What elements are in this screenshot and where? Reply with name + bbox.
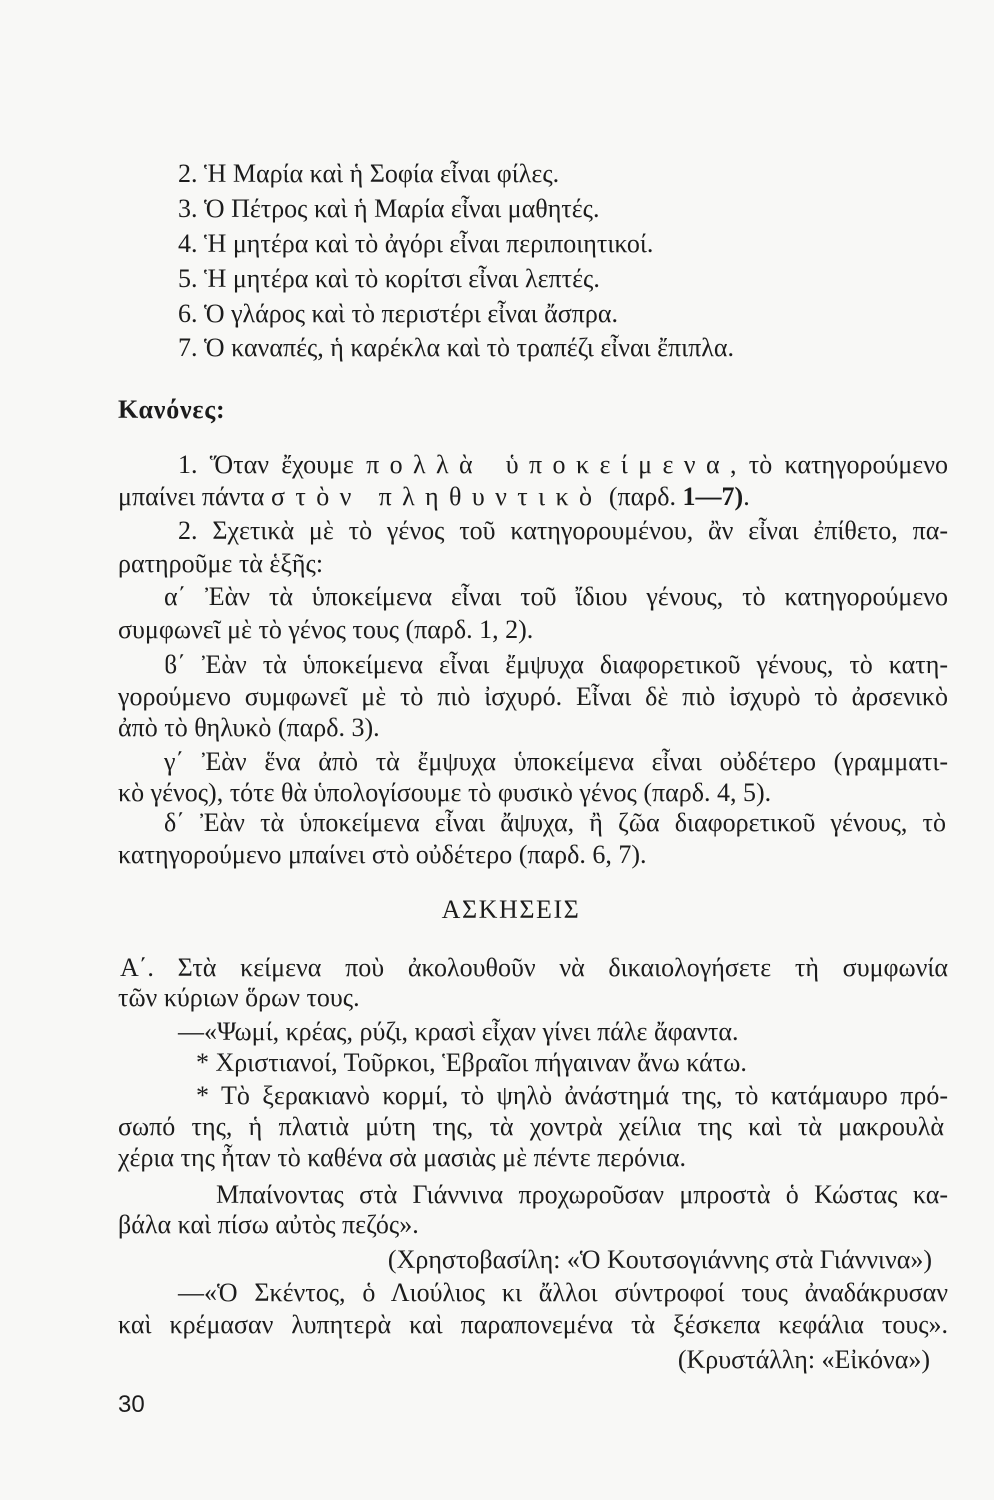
excerpt-1-line-1: —«Ψωμί, κρέας, ρύζι, κρασὶ εἶχαν γίνει πάλε ἄφαντα. [178, 1017, 739, 1046]
exercises-heading: ΑΣΚΗΣΕΙΣ [441, 895, 581, 924]
subrule-a-line-1: α΄ Ἐὰν τὰ ὑποκείμενα εἶναι τοῦ ἴδιου γένους, τὸ κατηγορούμενο [164, 582, 948, 611]
rule-1-line-2-end: . [743, 482, 750, 511]
rule-2-line-1: 2. Σχετικὰ μὲ τὸ γένος τοῦ κατηγορουμένου, ἂν εἶναι ἐπίθετο, πα- [178, 516, 948, 545]
example-sentence-3: 3. Ὁ Πέτρος καὶ ἡ Μαρία εἶναι μαθητές. [178, 194, 600, 223]
excerpt-1-line-3: * Τὸ ξερακιανὸ κορμί, τὸ ψηλὸ ἀνάστημά της, τὸ κατάμαυρο πρό- [196, 1081, 948, 1110]
rules-heading: Κανόνες: [118, 395, 226, 424]
example-sentence-5: 5. Ἡ μητέρα καὶ τὸ κορίτσι εἶναι λεπτές. [178, 264, 600, 293]
example-sentence-7: 7. Ὁ καναπές, ἡ καρέκλα καὶ τὸ τραπέζι εἶναι ἔπιπλα. [178, 333, 735, 362]
excerpt-1-line-7: βάλα καὶ πίσω αὐτὸς πεζός». [118, 1210, 419, 1239]
subrule-b-line-1: ϐ΄ Ἐὰν τὰ ὑποκείμενα εἶναι ἔμψυχα διαφορετικοῦ γένους, τὸ κατη- [164, 650, 948, 679]
excerpt-1-line-6: Μπαίνοντας στὰ Γιάννινα προχωροῦσαν μπροστὰ ὁ Κώστας κα- [216, 1180, 948, 1209]
subrule-g-line-1: γ΄ Ἐὰν ἕνα ἀπὸ τὰ ἔμψυχα ὑποκείμενα εἶναι οὐδέτερο (γραμματι- [164, 747, 948, 776]
excerpt-1-line-2: * Χριστιανοί, Τοῦρκοι, Ἑβραῖοι πήγαιναν ἄνω κάτω. [196, 1048, 747, 1077]
rule-1-line-2-text-start: μπαίνει πάντα [118, 482, 271, 511]
subrule-b-line-2: γορούμενο συμφωνεῖ μὲ τὸ πιὸ ἰσχυρό. Εἶναι δὲ πιὸ ἰσχυρὸ τὸ ἀρσενικὸ [118, 682, 948, 711]
excerpt-2-line-2: καὶ κρέμασαν λυπητερὰ καὶ παραπονεμένα τὰ ξέσκεπα κεφάλια τους». [118, 1310, 948, 1339]
subrule-b-line-3: ἀπὸ τὸ θηλυκὸ (παρδ. 3). [118, 713, 380, 742]
rule-1-line-1-text-end: , τὸ κατηγορούμενο [730, 450, 948, 479]
rule-1-line-2-ref-label: (παρδ. [602, 482, 683, 511]
subrule-a-line-2: συμφωνεῖ μὲ τὸ γένος τους (παρδ. 1, 2). [118, 615, 534, 644]
subrule-d-line-1: δ΄ Ἐὰν τὰ ὑποκείμενα εἶναι ἄψυχα, ἢ ζῶα διαφορετικοῦ γένους, τὸ [164, 808, 946, 837]
excerpt-1-line-5: χέρια της ἦταν τὸ καθένα σὰ μασιὰς μὲ πέντε περόνια. [118, 1143, 687, 1172]
rule-1-line-2 [118, 480, 750, 514]
excerpt-1-line-4: σωπό της, ἡ πλατιὰ μύτη της, τὰ χοντρὰ χείλια της καὶ τὰ μακρουλὰ [118, 1112, 944, 1141]
rule-1-line-1-text-start: 1. Ὅταν ἔχουμε [178, 450, 367, 479]
exercise-a-line-2: τῶν κύριων ὅρων τους. [118, 983, 360, 1012]
rule-1-emphasis-subjects: πολλὰ ὑποκείμενα [366, 450, 730, 479]
rule-1-emphasis-plural: στὸν πληθυντικὸ [270, 482, 603, 511]
excerpt-2-citation: (Κρυστάλλη: «Εἰκόνα») [677, 1345, 930, 1374]
example-sentence-4: 4. Ἡ μητέρα καὶ τὸ ἀγόρι εἶναι περιποιητικοί. [178, 229, 654, 258]
rule-2-line-2: ρατηροῦμε τὰ ἑξῆς: [118, 549, 324, 578]
example-sentence-2: 2. Ἡ Μαρία καὶ ἡ Σοφία εἶναι φίλες. [178, 159, 560, 188]
rule-1-line-1 [178, 448, 948, 482]
page-number: 30 [118, 1391, 145, 1418]
subrule-d-line-2: κατηγορούμενο μπαίνει στὸ οὐδέτερο (παρδ. 6, 7). [118, 840, 647, 869]
subrule-g-line-2: κὸ γένος), τότε θὰ ὑπολογίσουμε τὸ φυσικὸ γένος (παρδ. 4, 5). [118, 778, 772, 807]
example-sentence-6: 6. Ὁ γλάρος καὶ τὸ περιστέρι εἶναι ἄσπρα. [178, 299, 619, 328]
rule-1-ref-range: 1—7) [682, 482, 744, 511]
excerpt-2-line-1: —«Ὁ Σκέντος, ὁ Λιούλιος κι ἄλλοι σύντροφοί τους ἀναδάκρυσαν [178, 1278, 948, 1307]
exercise-a-line-1: Α΄. Στὰ κείμενα ποὺ ἀκολουθοῦν νὰ δικαιολογήσετε τὴ συμφωνία [120, 953, 948, 982]
excerpt-1-citation: (Χρηστοβασίλη: «Ὁ Κουτσογιάννης στὰ Γιάννινα») [387, 1245, 932, 1274]
